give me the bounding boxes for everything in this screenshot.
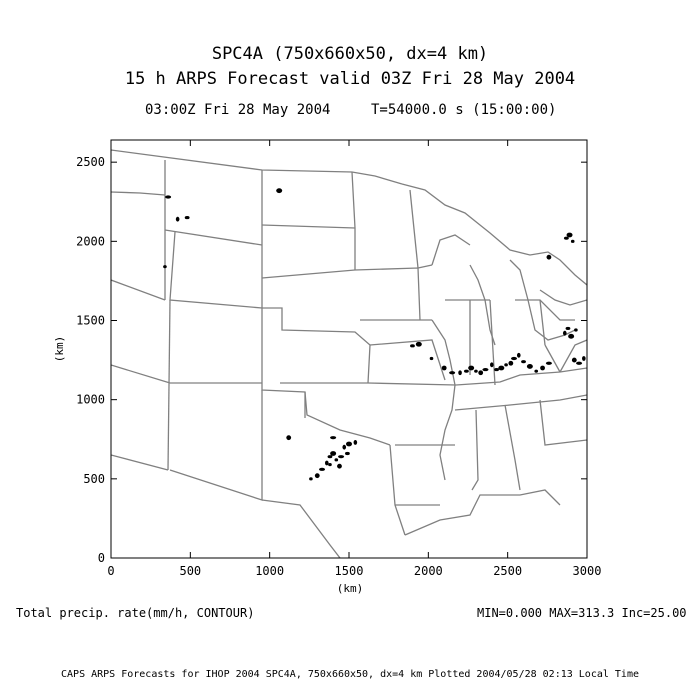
precip-cell [490,362,494,367]
precip-cell [330,436,336,439]
precip-cell [416,342,422,347]
precip-cell [534,370,538,373]
precip-cell [330,451,336,456]
y-tick-label: 2500 [76,155,105,170]
precip-cell [449,371,455,374]
valid-time-label: 03:00Z Fri 28 May 2004 [145,102,331,118]
y-tick-label: 0 [97,551,105,565]
precip-cell [494,368,499,371]
x-tick-label: 3000 [572,564,602,578]
precip-cell [504,363,508,366]
precip-cell [464,370,469,373]
precip-cell [335,458,339,461]
precip-cell [540,366,545,371]
precip-cell [276,188,282,193]
y-tick-label: 2000 [76,234,105,249]
precip-cell [574,328,578,331]
precip-cell [337,464,342,469]
precip-cell [342,445,346,450]
model-time-label: T=54000.0 s (15:00:00) [371,102,557,118]
precip-cell [527,364,533,369]
precip-cell [517,353,521,358]
precip-cell [563,331,567,336]
precip-cell [345,452,350,455]
field-description: Total precip. rate(mm/h, CONTOUR) [16,606,255,620]
precip-cell [319,468,325,471]
precip-cell [309,477,313,480]
precip-cell [508,361,513,366]
precip-cell [430,357,434,360]
x-tick-label: 500 [179,564,202,578]
precip-cell [521,360,526,363]
precip-cell [165,195,171,198]
x-tick-label: 1000 [255,564,285,578]
footer-caption: CAPS ARPS Forecasts for IHOP 2004 SPC4A, 750x660x50, dx=4 km Plotted 2004/05/28 02:13 Local Time [61,669,639,680]
x-tick-label: 2500 [493,564,523,578]
state-boundaries [111,150,587,558]
y-axis [76,155,587,565]
precip-cell [572,358,577,363]
precip-cell [474,370,478,373]
precip-cell [482,368,488,371]
precip-cell [458,370,462,375]
precip-contours [163,188,585,480]
y-tick-label: 500 [83,471,105,486]
precip-cell [315,473,320,478]
chart-subtitle: 15 h ARPS Forecast valid 03Z Fri 28 May 2004 [124,69,576,89]
precip-cell [478,370,483,375]
precip-cell [498,366,504,371]
y-tick-label: 1000 [76,392,105,407]
precip-cell [354,440,358,445]
precip-cell [546,362,552,365]
precip-cell [346,442,352,447]
x-tick-label: 0 [107,564,115,578]
precip-cell [547,255,552,260]
precip-cell [582,356,586,361]
precip-cell [185,216,190,219]
field-stats: MIN=0.000 MAX=313.3 Inc=25.00 [477,606,687,620]
precip-cell [286,435,291,440]
precip-cell [338,455,344,458]
precip-cell [325,461,329,466]
precip-cell [442,366,447,371]
precip-cell [410,344,415,347]
precip-cell [566,327,571,330]
precip-cell [176,217,180,222]
precip-cell [571,240,575,243]
precip-cell [511,357,517,360]
precip-cell [328,463,332,466]
precip-cell [468,366,474,371]
x-tick-label: 2000 [413,564,443,578]
precip-cell [576,362,582,365]
y-axis-label: (km) [53,335,66,363]
x-axis-label: (km) [336,582,364,595]
y-tick-label: 1500 [76,313,105,328]
precip-cell [568,334,574,339]
precip-cell [567,233,573,238]
chart-title: SPC4A (750x660x50, dx=4 km) [211,44,489,64]
precip-cell [163,265,167,268]
x-tick-label: 1500 [334,564,364,578]
